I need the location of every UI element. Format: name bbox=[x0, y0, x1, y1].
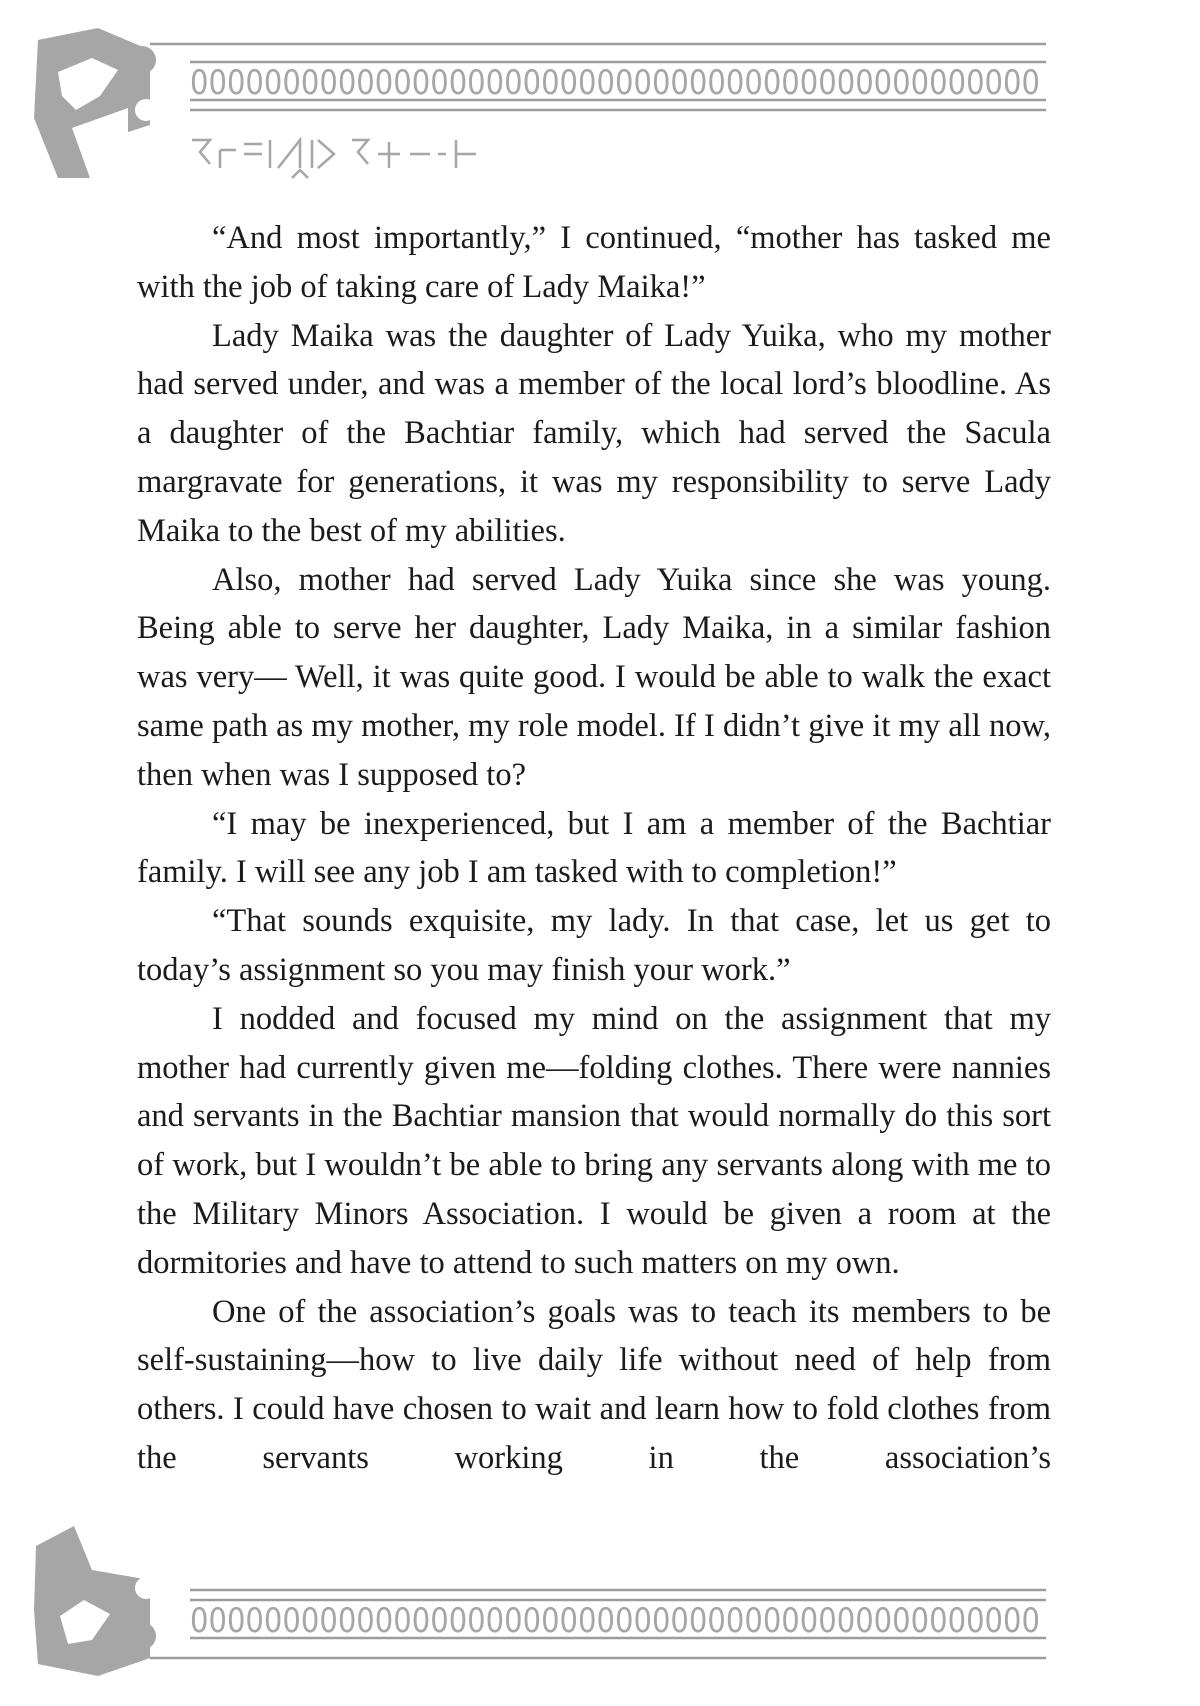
paragraph: One of the association’s goals was to teach its members to be self-sustaining—how to live daily life without need of help from others. I could have chosen to wait and learn how to fold clothes from the servants working in the association’s bbox=[137, 1293, 1051, 1476]
paragraph: “That sounds exquisite, my lady. In that case, let us get to today’s assignment so you may finish your work.” bbox=[137, 903, 1051, 988]
paragraph: I nodded and focused my mind on the assignment that my mother had currently given me—folding clothes. There were nannies and servants in the Bachtiar mansion that would normally do this sort of work, but I wouldn’t be able to bring any servants along with me to the Military Minors Association. I would be given a room at the dormitories and have to attend to such matters on my own. bbox=[137, 1000, 1051, 1281]
footer-ornament bbox=[0, 1518, 1200, 1706]
paragraph: Also, mother had served Lady Yuika since she was young. Being able to serve her daughter, Lady Maika, in a similar fashion was very— Well, it was quite good. I would be able to walk the exact same path as my mother, my role model. If I didn’t give it my all now, then when was I supposed to? bbox=[137, 561, 1051, 793]
paragraph: “And most importantly,” I continued, “mother has tasked me with the job of taking care of Lady Maika!” bbox=[137, 220, 1051, 305]
corner-emblem-icon bbox=[34, 1526, 157, 1676]
header-ornament bbox=[0, 0, 1200, 200]
header-glyph-row: 0000000000000000000000000000000000000000000000 bbox=[190, 63, 1040, 103]
paragraph: “I may be inexperienced, but I am a member of the Bachtiar family. I will see any job I am tasked with to completion!” bbox=[137, 805, 1051, 891]
cipher-glyphs-icon bbox=[192, 140, 476, 178]
footer-glyph-row: 0000000000000000000000000000000000000000000000 bbox=[190, 1601, 1040, 1641]
paragraph: Lady Maika was the daughter of Lady Yuika, who my mother had served under, and was a member of the local lord’s bloodline. As a daughter of the Bachtiar family, which had served the Sacula margravate for generations, it was my responsibility to serve Lady Maika to the best of my abilities. bbox=[137, 317, 1051, 549]
body-text bbox=[137, 214, 1051, 1483]
corner-emblem-icon bbox=[34, 28, 157, 178]
